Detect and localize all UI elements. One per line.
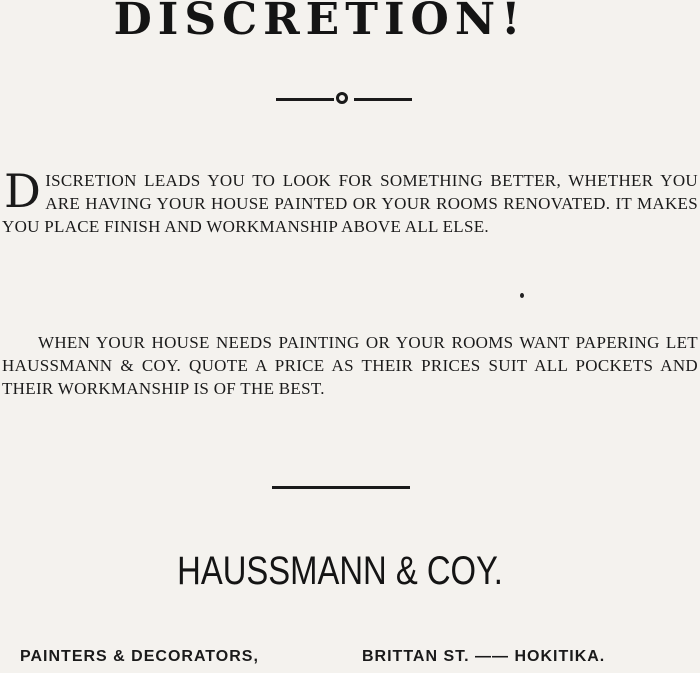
ring-divider-ornament-icon — [276, 88, 412, 110]
paragraph-discretion-text: ISCRETION LEADS YOU TO LOOK FOR SOMETHING BETTER, WHETHER YOU ARE HAVING YOUR HOUSE PAINTED OR YOUR ROOMS RENOVATED. IT MAKES YOU PLACE FINISH AND WORKMANSHIP ABOVE ALL ELSE. — [2, 171, 698, 236]
drop-cap: D — [4, 164, 42, 218]
trade-description: PAINTERS & DECORATORS, — [20, 648, 259, 665]
paragraph-painting: WHEN YOUR HOUSE NEEDS PAINTING OR YOUR ROOMS WANT PAPERING LET HAUSSMANN & COY. QUOTE A PRICE AS THEIR PRICES SUIT ALL POCKETS AND THEIR WORKMANSHIP IS OF THE BEST. — [2, 333, 698, 398]
headline: DISCRETION! — [113, 0, 527, 45]
horizontal-rule — [272, 486, 410, 489]
firm-name: HAUSSMANN & COY. — [177, 549, 503, 593]
ornament-bar-right — [354, 98, 412, 101]
paragraph-discretion — [2, 164, 698, 238]
ink-speck — [520, 293, 524, 298]
ornament-ring — [336, 92, 348, 104]
ornament-bar-left — [276, 98, 334, 101]
street-address: BRITTAN ST. —— HOKITIKA. — [362, 648, 606, 665]
footer-line — [20, 648, 700, 666]
